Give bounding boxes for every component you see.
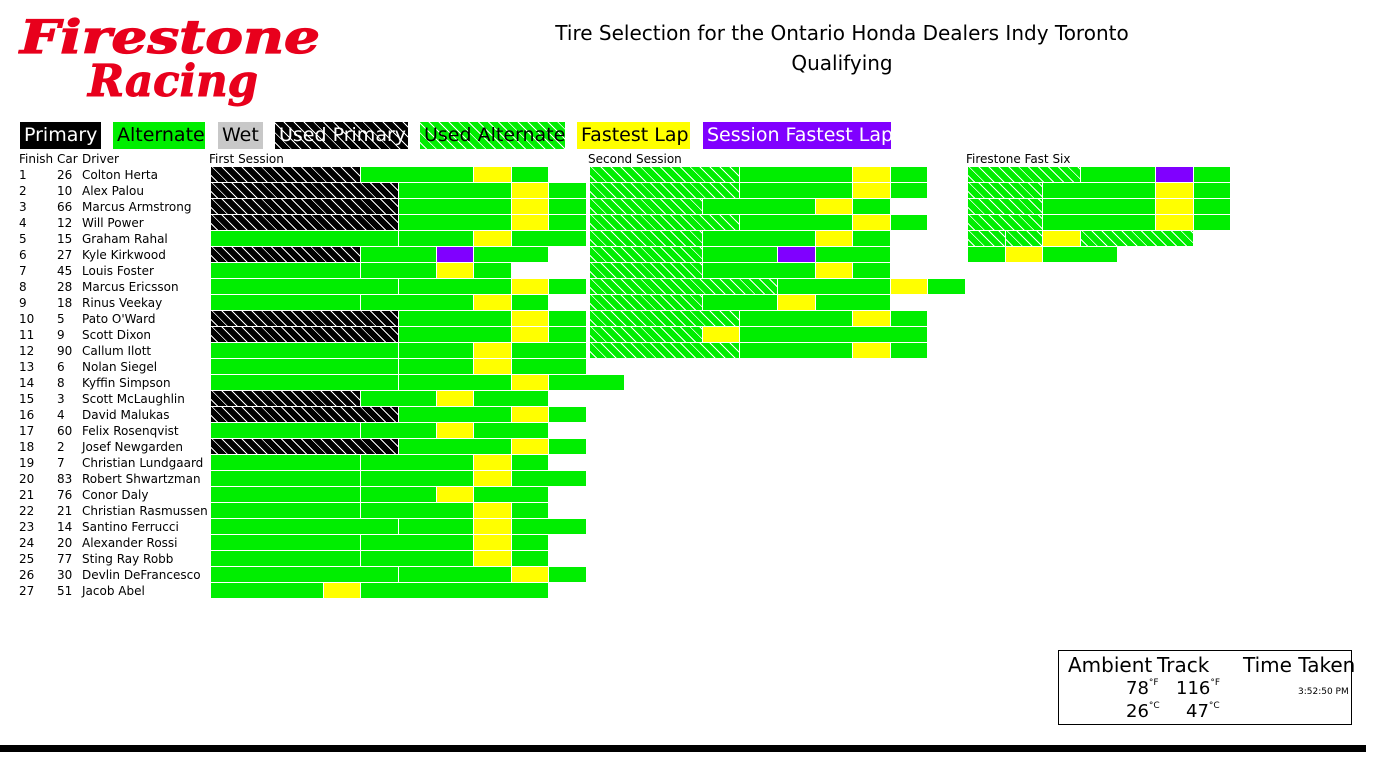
car-number: 5 [57,312,65,326]
legend-used-primary: Used Primary [275,122,408,149]
stint-fastest [474,551,511,566]
stint-fastest [1043,231,1080,246]
finish-position: 12 [19,344,35,358]
finish-position: 14 [19,376,35,390]
stint-alternate [891,343,927,358]
stint-alternate [1081,167,1155,182]
stint-alternate [968,247,1005,262]
stint-alternate [211,375,398,390]
stint-alternate [853,231,890,246]
logo-line-1: Firestone [18,10,320,64]
stint-used-primary [211,391,360,406]
stint-alternate [512,231,586,246]
fahrenheit-unit: °F [1148,678,1159,688]
stint-alternate [361,295,473,310]
stint-used-alternate [968,215,1042,230]
stint-used-primary [211,183,398,198]
stint-alternate [399,407,511,422]
driver-name: Sting Ray Robb [82,552,174,566]
stint-alternate [399,279,511,294]
stint-alternate [474,391,548,406]
stint-fastest [512,183,548,198]
stint-alternate [549,311,586,326]
finish-position: 18 [19,440,35,454]
stint-alternate [1043,183,1155,198]
legend-used-alternate: Used Alternate [420,122,565,149]
stint-fastest [437,391,473,406]
stint-alternate [211,535,360,550]
stint-fastest [474,455,511,470]
driver-name: Conor Daly [82,488,149,502]
stint-alternate [549,375,624,390]
stint-used-alternate [590,167,739,182]
header-fast-six: Firestone Fast Six [966,152,1071,166]
stint-used-alternate [590,199,702,214]
driver-name: Josef Newgarden [82,440,184,454]
stint-alternate [211,471,360,486]
stint-alternate [361,583,548,598]
stint-alternate [399,311,511,326]
driver-name: Callum Ilott [82,344,152,358]
stint-alternate [211,455,360,470]
stint-alternate [549,199,586,214]
stint-used-primary [211,247,360,262]
legend-wet: Wet [218,122,263,149]
driver-name: Alexander Rossi [82,536,178,550]
stint-fastest [512,567,548,582]
stint-alternate [211,551,360,566]
stint-alternate [1194,199,1230,214]
celsius-unit: °C [1148,701,1160,711]
stint-fastest [853,183,890,198]
car-number: 28 [57,280,73,294]
car-number: 9 [57,328,65,342]
stint-alternate [512,359,586,374]
stint-alternate [399,183,511,198]
finish-position: 24 [19,536,35,550]
car-number: 20 [57,536,73,550]
stint-fastest [512,439,548,454]
page-title: Tire Selection for the Ontario Honda Dealers Indy Toronto [555,21,1129,45]
stint-alternate [512,551,548,566]
driver-name: Nolan Siegel [82,360,158,374]
car-number: 10 [57,184,73,198]
stint-fastest [512,375,548,390]
stint-alternate [399,327,511,342]
stint-used-alternate [968,231,1005,246]
stint-alternate [1043,215,1155,230]
stint-alternate [512,167,548,182]
stint-alternate [703,247,777,262]
driver-name: Rinus Veekay [82,296,163,310]
stint-fastest [816,199,852,214]
stint-alternate [549,215,586,230]
stint-alternate [891,215,927,230]
stint-alternate [361,503,473,518]
stint-fastest [703,327,739,342]
stint-alternate [512,519,586,534]
legend-fastest-lap: Fastest Lap [577,122,690,149]
stint-used-primary [211,199,398,214]
stint-alternate [211,263,360,278]
ambient-celsius [1126,701,1160,722]
stint-fastest [1156,183,1193,198]
finish-position: 9 [19,296,27,310]
stint-alternate [740,183,852,198]
stint-alternate [211,343,398,358]
stint-alternate [361,455,473,470]
stint-alternate [816,295,890,310]
stint-alternate [740,327,927,342]
stint-used-primary [211,407,398,422]
stint-used-alternate [1006,231,1042,246]
car-number: 83 [57,472,73,486]
car-number: 27 [57,248,73,262]
stint-used-alternate [968,167,1080,182]
car-number: 21 [57,504,73,518]
stint-alternate [703,263,815,278]
driver-name: Scott McLaughlin [82,392,185,406]
driver-name: Marcus Armstrong [82,200,192,214]
stint-alternate [512,503,548,518]
time-taken-label: Time Taken [1243,653,1356,677]
stint-alternate [361,247,436,262]
car-number: 90 [57,344,73,358]
stint-alternate [211,519,398,534]
header-car: Car [57,152,78,166]
celsius-unit: °C [1208,701,1220,711]
stint-alternate [703,231,815,246]
stint-alternate [853,199,890,214]
stint-fastest [853,167,890,182]
car-number: 51 [57,584,73,598]
stint-alternate [740,343,852,358]
stint-used-alternate [590,279,777,294]
car-number: 15 [57,232,73,246]
car-number: 12 [57,216,73,230]
stint-used-alternate [590,231,702,246]
stint-alternate [512,455,548,470]
logo-graphic [18,8,328,108]
stint-alternate [474,263,511,278]
stint-alternate [512,471,586,486]
driver-name: Scott Dixon [82,328,152,342]
stint-fastest [1006,247,1042,262]
car-number: 60 [57,424,73,438]
stint-fastest [474,519,511,534]
driver-name: Kyffin Simpson [82,376,171,390]
finish-position: 8 [19,280,27,294]
stint-alternate [211,567,398,582]
stint-fastest [512,327,548,342]
header-first-session: First Session [209,152,284,166]
stint-alternate [361,471,473,486]
stint-used-primary [211,327,398,342]
stint-fastest [512,199,548,214]
stint-used-primary [211,167,360,182]
ambient-fahrenheit [1126,678,1159,699]
stint-fastest [853,215,890,230]
stint-used-alternate [590,215,739,230]
stint-fastest [474,471,511,486]
stint-alternate [361,167,473,182]
finish-position: 7 [19,264,27,278]
driver-name: Alex Palou [82,184,144,198]
stint-fastest [437,263,473,278]
stint-alternate [399,359,473,374]
stint-fastest [474,503,511,518]
stint-used-alternate [590,183,739,198]
driver-name: Christian Rasmussen [82,504,208,518]
page-subtitle: Qualifying [791,51,893,75]
stint-alternate [211,231,398,246]
stint-alternate [399,375,511,390]
stint-alternate [891,167,927,182]
driver-name: Marcus Ericsson [82,280,179,294]
firestone-racing-logo [18,8,328,108]
stint-alternate [1194,215,1230,230]
stint-alternate [512,535,548,550]
stint-alternate [211,583,323,598]
stint-alternate [549,327,586,342]
stint-used-alternate [590,295,702,310]
driver-name: Felix Rosenqvist [82,424,179,438]
stint-fastest [474,295,511,310]
stint-used-alternate [590,327,702,342]
driver-name: Santino Ferrucci [82,520,179,534]
stint-alternate [1194,167,1230,182]
stint-alternate [361,535,473,550]
finish-position: 11 [19,328,35,342]
stint-used-primary [211,439,398,454]
stint-alternate [549,407,586,422]
stint-fastest [512,311,548,326]
stint-session-fastest [1156,167,1193,182]
stint-alternate [211,487,360,502]
stint-alternate [1194,183,1230,198]
finish-position: 21 [19,488,35,502]
car-number: 45 [57,264,73,278]
stint-fastest [853,343,890,358]
stint-alternate [399,343,473,358]
finish-position: 22 [19,504,35,518]
finish-position: 16 [19,408,35,422]
stint-alternate [703,295,777,310]
driver-name: Pato O'Ward [82,312,156,326]
driver-name: David Malukas [82,408,170,422]
stint-alternate [512,343,586,358]
stint-fastest [891,279,927,294]
driver-name: Christian Lundgaard [82,456,204,470]
stint-alternate [778,279,890,294]
stint-alternate [891,183,927,198]
stint-alternate [399,519,473,534]
stint-fastest [1156,215,1193,230]
finish-position: 15 [19,392,35,406]
legend-primary: Primary [20,122,101,149]
weather-panel [1058,650,1356,725]
stint-fastest [474,535,511,550]
stint-alternate [361,423,436,438]
stint-used-alternate [968,183,1042,198]
finish-position: 25 [19,552,35,566]
stint-alternate [740,167,852,182]
stint-fastest [816,231,852,246]
stint-used-primary [211,215,398,230]
stint-alternate [703,199,815,214]
stint-alternate [740,215,852,230]
logo-line-2: Racing [86,56,258,107]
finish-position: 6 [19,248,27,262]
driver-name: Colton Herta [82,168,158,182]
stint-used-alternate [590,263,702,278]
car-number: 8 [57,376,65,390]
time-taken-value: 3:52:50 PM [1298,687,1349,697]
stint-fastest [474,167,511,182]
finish-position: 20 [19,472,35,486]
stint-fastest [778,295,815,310]
stint-alternate [399,231,473,246]
stint-alternate [211,359,398,374]
stint-session-fastest [778,247,815,262]
car-number: 30 [57,568,73,582]
ambient-label: Ambient [1068,653,1153,677]
driver-name: Will Power [82,216,144,230]
stint-fastest [853,311,890,326]
stint-alternate [211,279,398,294]
stint-alternate [474,423,548,438]
stint-alternate [211,295,360,310]
driver-name: Devlin DeFrancesco [82,568,201,582]
stint-alternate [549,567,586,582]
stint-fastest [474,231,511,246]
ambient-f-value: 78 [1126,678,1149,699]
stint-alternate [399,567,511,582]
stint-alternate [740,311,852,326]
car-number: 76 [57,488,73,502]
track-celsius [1186,701,1220,722]
driver-name: Kyle Kirkwood [82,248,166,262]
header-driver: Driver [82,152,119,166]
stint-fastest [512,215,548,230]
finish-position: 10 [19,312,35,326]
stint-alternate [399,199,511,214]
stint-alternate [549,183,586,198]
finish-position: 13 [19,360,35,374]
stint-alternate [891,311,927,326]
stint-fastest [512,279,548,294]
stint-fastest [437,487,473,502]
ambient-c-value: 26 [1126,701,1149,722]
stint-fastest [1156,199,1193,214]
stint-used-alternate [968,199,1042,214]
car-number: 2 [57,440,65,454]
stint-alternate [928,279,965,294]
legend-alternate: Alternate [113,122,205,149]
finish-position: 23 [19,520,35,534]
car-number: 77 [57,552,73,566]
stint-used-primary [211,311,398,326]
stint-alternate [211,423,360,438]
stint-alternate [474,247,548,262]
driver-name: Jacob Abel [82,584,145,598]
car-number: 26 [57,168,73,182]
stint-fastest [474,343,511,358]
driver-name: Robert Shwartzman [82,472,201,486]
track-c-value: 47 [1186,701,1209,722]
stint-fastest [437,423,473,438]
driver-name: Louis Foster [82,264,154,278]
track-fahrenheit [1176,678,1220,699]
stint-used-alternate [590,247,702,262]
car-number: 6 [57,360,65,374]
stint-alternate [1043,199,1155,214]
finish-position: 5 [19,232,27,246]
finish-position: 27 [19,584,35,598]
car-number: 18 [57,296,73,310]
finish-position: 2 [19,184,27,198]
stint-alternate [1043,247,1117,262]
stint-alternate [549,279,586,294]
track-f-value: 116 [1176,678,1211,699]
finish-position: 17 [19,424,35,438]
finish-position: 3 [19,200,27,214]
stint-alternate [399,439,511,454]
stint-used-alternate [590,311,739,326]
car-number: 7 [57,456,65,470]
stint-alternate [816,247,890,262]
car-number: 14 [57,520,73,534]
header-finish: Finish [19,152,54,166]
stint-alternate [853,263,890,278]
stint-alternate [512,295,548,310]
fahrenheit-unit: °F [1210,678,1221,688]
stint-fastest [512,407,548,422]
legend-session-fastest-lap: Session Fastest Lap [703,122,891,149]
stint-alternate [361,487,436,502]
bottom-rule [0,745,1366,752]
stint-alternate [549,439,586,454]
stint-alternate [399,215,511,230]
stint-alternate [361,551,473,566]
stint-fastest [324,583,360,598]
finish-position: 26 [19,568,35,582]
stint-alternate [211,503,360,518]
car-number: 4 [57,408,65,422]
stint-used-alternate [590,343,739,358]
track-label: Track [1157,653,1210,677]
finish-position: 4 [19,216,27,230]
stint-alternate [361,391,436,406]
stint-alternate [361,263,436,278]
car-number: 66 [57,200,73,214]
header-second-session: Second Session [588,152,682,166]
stint-fastest [474,359,511,374]
stint-fastest [816,263,852,278]
stint-session-fastest [437,247,473,262]
finish-position: 1 [19,168,27,182]
driver-name: Graham Rahal [82,232,168,246]
stint-used-alternate [1081,231,1193,246]
stint-alternate [474,487,548,502]
car-number: 3 [57,392,65,406]
finish-position: 19 [19,456,35,470]
